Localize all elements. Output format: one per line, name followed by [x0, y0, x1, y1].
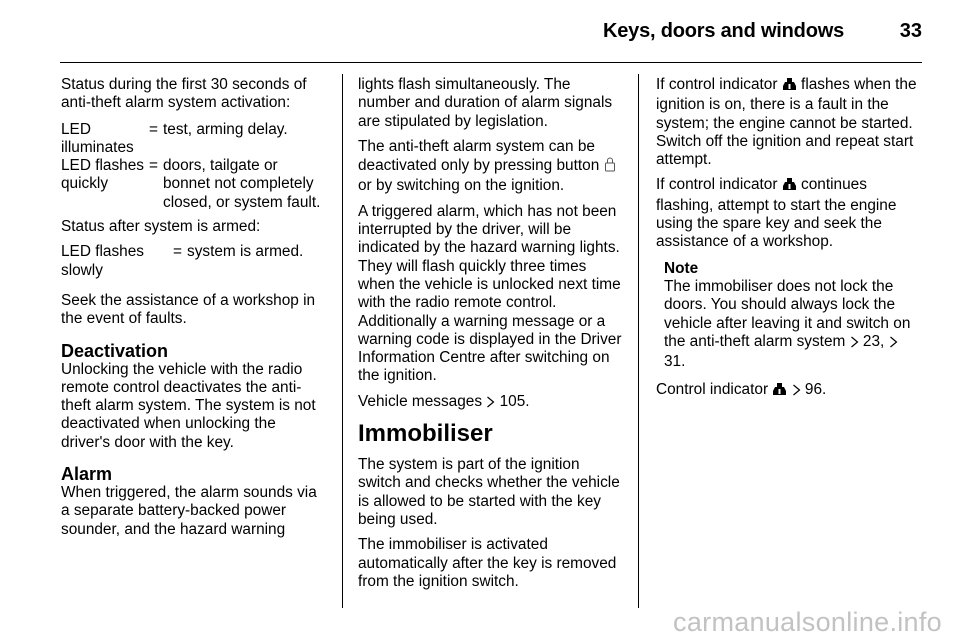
paragraph: When triggered, the alarm sounds via a separate battery-backed power sounder, and the hazard warning	[61, 484, 317, 538]
paragraph-indicator-fault	[656, 76, 922, 169]
paragraph: Status after system is armed:	[61, 218, 261, 236]
paragraph: The immobiliser is activated automatically after the key is removed from the ignition switch.	[358, 536, 617, 590]
paragraph: Unlocking the vehicle with the radio remote control deactivates the anti-theft alarm system. The system is not deactivated when unlocking the driver's door with the key.	[61, 360, 316, 451]
note-box	[664, 260, 922, 372]
status-table-activation	[61, 121, 327, 212]
section-title: Keys, doors and windows	[603, 20, 844, 42]
column-divider-1	[342, 74, 343, 608]
heading-deactivation: Deactivation	[61, 340, 169, 361]
paragraph-vehicle-messages	[358, 393, 626, 413]
column-2	[358, 76, 626, 598]
paragraph: The system is part of the ignition switch and checks whether the vehicle is allowed to be started with the key being used.	[358, 456, 620, 528]
text: or by switching on the ignition.	[358, 177, 565, 195]
text: If control indicator	[656, 176, 778, 194]
page-reference-arrow-icon	[850, 335, 859, 353]
immobiliser-car-key-icon	[782, 178, 797, 196]
page-reference-arrow-icon	[792, 383, 801, 401]
paragraph-deactivate-button	[358, 138, 626, 196]
paragraph-indicator-continues	[656, 176, 922, 251]
column-divider-2	[638, 74, 639, 608]
page-header	[60, 0, 922, 63]
table-separator: =	[149, 157, 158, 175]
page-number: 33	[899, 20, 922, 42]
paragraph-control-indicator	[656, 381, 922, 401]
note-text	[664, 278, 922, 371]
text: continues flashing, attempt to start the engine using the spare key and seek the assistance of a workshop.	[656, 176, 897, 251]
text: The anti-theft alarm system can be deactivated only by pressing button	[358, 137, 600, 175]
text: Vehicle messages	[358, 392, 483, 410]
paragraph: lights flash simultaneously. The number and duration of alarm signals are stipulated by legislation.	[358, 76, 613, 130]
paragraph: Seek the assistance of a workshop in the event of faults.	[61, 291, 316, 328]
table-desc: doors, tailgate or bonnet not completely closed, or system fault.	[163, 157, 321, 211]
text: flashes when the ignition is on, there is a fault in the system; the engine cannot be started. Switch off the ignition and repeat start attempt.	[656, 76, 917, 169]
page-reference: 105.	[499, 392, 530, 410]
text: The immobiliser does not lock the doors. You should always lock the vehicle after leaving it and switch on the anti-theft alarm system	[664, 277, 911, 350]
heading-immobiliser: Immobiliser	[358, 420, 493, 448]
table-desc: system is armed.	[187, 243, 304, 261]
note-title: Note	[664, 259, 699, 277]
lock-button-icon	[604, 156, 616, 177]
page-reference: 96.	[804, 381, 827, 399]
page-reference: 31.	[664, 353, 686, 371]
page-reference-arrow-icon	[889, 335, 898, 353]
table-separator: =	[149, 120, 158, 138]
text: Control indicator	[656, 381, 769, 399]
table-term: LED flashes quickly	[61, 157, 144, 193]
heading-alarm: Alarm	[61, 464, 113, 485]
table-desc: test, arming delay.	[163, 120, 288, 138]
page-reference-arrow-icon	[486, 395, 495, 413]
table-term: LED flashes slowly	[61, 243, 144, 279]
paragraph: A triggered alarm, which has not been interrupted by the driver, will be indicated by the hazard warning lights. They will flash quickly three times when the vehicle is unlocked next time with the radio remote control. Additionally a warning message or a warning code is displayed in the Driver Information Centre after switching on the ignition.	[358, 202, 622, 385]
column-3	[656, 76, 922, 409]
paragraph: Status during the first 30 seconds of anti-theft alarm system activation:	[61, 76, 307, 112]
table-term: LED illuminates	[61, 120, 134, 156]
column-1	[61, 76, 327, 546]
page-reference: 23,	[862, 332, 885, 350]
immobiliser-car-key-icon	[782, 78, 797, 96]
watermark: carmanualsonline.info	[673, 607, 942, 637]
status-table-armed	[61, 243, 327, 280]
table-separator: =	[173, 243, 182, 261]
immobiliser-car-key-icon	[772, 383, 787, 401]
text: If control indicator	[656, 76, 778, 93]
